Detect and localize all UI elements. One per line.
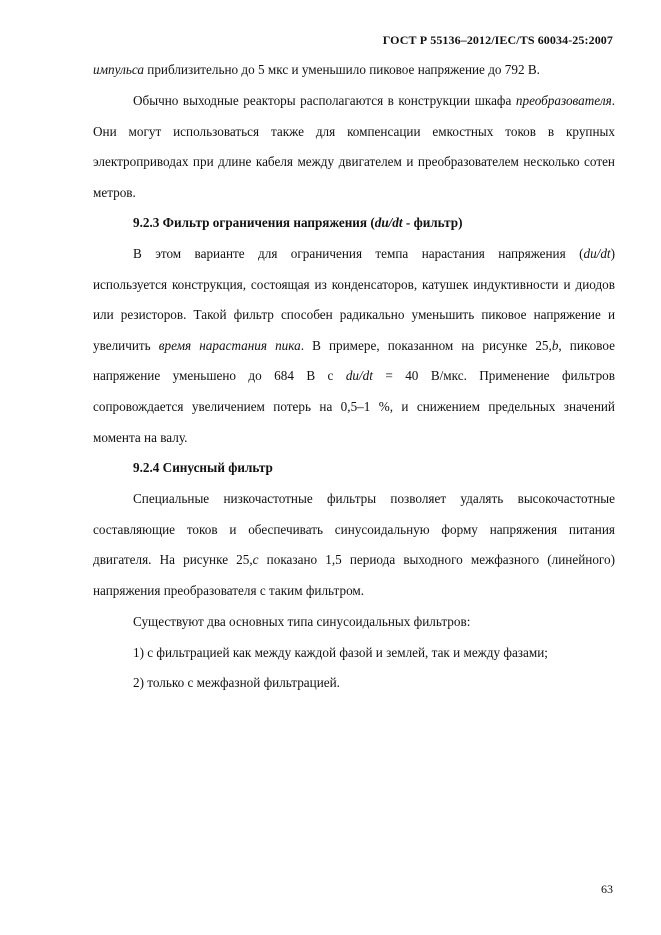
section-heading-9-2-3 xyxy=(93,208,615,239)
heading-line: 9.2.4 Синусный фильтр xyxy=(133,460,273,475)
page-number: 63 xyxy=(601,882,613,896)
italic-term: преобразователя xyxy=(515,93,612,108)
paragraph-line: сопровождается увеличением потерь на 0,5–1 %, и снижением предельных значений xyxy=(93,398,615,414)
text-span: . xyxy=(611,93,615,108)
paragraph-line: Специальные низкочастотные фильтры позволяет удалять высокочастотные xyxy=(133,491,615,506)
paragraph-sine-filter xyxy=(93,484,615,606)
italic-term: du/dt xyxy=(374,215,403,230)
italic-term: du/dt xyxy=(583,246,611,261)
text-span: В этом варианте для ограничения темпа нарастания напряжения ( xyxy=(133,246,584,261)
text-span: показано 1,5 периода выходного межфазного (линейного) xyxy=(258,552,615,568)
paragraph-line: электроприводах при длине кабеля между двигателем и преобразователем несколько сотен xyxy=(93,154,615,170)
paragraph-line: или резисторов. Такой фильтр способен радикально уменьшить пиковое напряжение и xyxy=(93,307,615,323)
text-span: - фильтр) xyxy=(402,215,463,230)
list-item-2 xyxy=(93,668,615,699)
paragraph-line xyxy=(93,55,615,86)
text-span: увеличить xyxy=(93,337,159,353)
paragraph-line: Они могут использоваться также для компенсации емкостных токов в крупных xyxy=(93,123,615,139)
paragraph-output-reactors xyxy=(93,86,615,208)
heading-line xyxy=(93,208,615,239)
italic-term: b xyxy=(551,337,559,353)
text-span: напряжение уменьшено до 684 В с xyxy=(93,368,346,384)
italic-term: импульса xyxy=(93,62,144,77)
paragraph-line: 1) с фильтрацией как между каждой фазой и землей, так и между фазами; xyxy=(133,645,548,660)
italic-term: время нарастания пика xyxy=(158,337,301,353)
paragraph-continuation xyxy=(93,55,615,86)
paragraph-line xyxy=(93,361,615,392)
text-span: Обычно выходные реакторы располагаются в конструкции шкафа xyxy=(133,93,516,108)
document-header: ГОСТ Р 55136–2012/IEC/TS 60034-25:2007 xyxy=(382,33,613,47)
italic-term: du/dt xyxy=(345,368,373,384)
paragraph-line: момента на валу. xyxy=(93,429,188,445)
paragraph-line: составляющие токов и обеспечивать синусоидальную форму напряжения питания xyxy=(93,521,615,537)
paragraph-line: используется конструкция, состоящая из конденсаторов, катушек индуктивности и диодов xyxy=(93,276,615,292)
section-heading-9-2-4 xyxy=(93,453,615,484)
list-item-1 xyxy=(93,638,615,669)
text-span: = 40 В/мкс. Применение фильтров xyxy=(372,368,615,384)
paragraph-line: Существуют два основных типа синусоидальных фильтров: xyxy=(133,614,471,629)
paragraph-line xyxy=(93,545,615,576)
paragraph-line xyxy=(93,331,615,362)
text-span: , пиковое xyxy=(558,337,615,353)
paragraph-line: 2) только с межфазной фильтрацией. xyxy=(133,675,340,690)
paragraph-line: напряжения преобразователя с таким фильтром. xyxy=(93,582,365,598)
paragraph-du-dt-filter xyxy=(93,239,615,453)
text-span: . В примере, показанном на рисунке 25, xyxy=(300,337,552,353)
text-span: 9.2.3 Фильтр ограничения напряжения ( xyxy=(133,215,375,230)
text-span: двигателя. На рисунке 25, xyxy=(93,552,253,568)
paragraph-line: метров. xyxy=(93,184,136,200)
text-span: ) xyxy=(610,246,615,261)
italic-term: c xyxy=(252,552,259,568)
paragraph-line xyxy=(93,86,615,117)
text-span: приблизительно до 5 мкс и уменьшило пиковое напряжение до 792 В. xyxy=(143,62,540,77)
paragraph-filter-types-intro xyxy=(93,607,615,638)
paragraph-line xyxy=(93,239,615,270)
